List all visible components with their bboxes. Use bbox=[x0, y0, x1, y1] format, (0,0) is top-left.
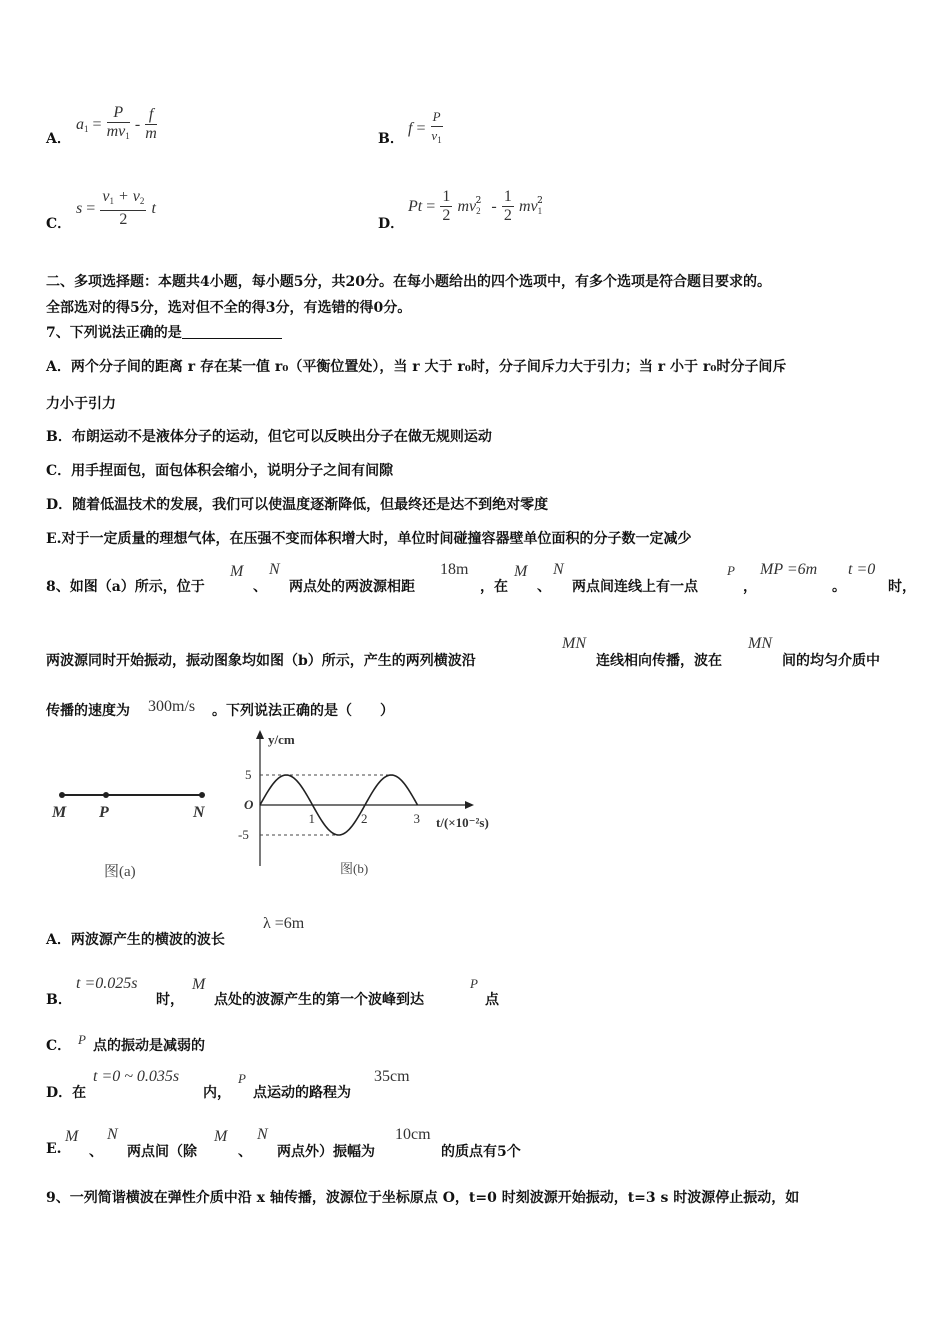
origin-label: O bbox=[244, 797, 254, 812]
q8-l1-P: P bbox=[727, 563, 735, 578]
q6-option-a-label: A． bbox=[46, 131, 71, 147]
q8-opt-d-label: D．在 bbox=[46, 1085, 87, 1101]
q6-option-b-label: B． bbox=[378, 131, 404, 147]
y-tick-pos: 5 bbox=[245, 767, 252, 782]
q8-l1-N: N bbox=[269, 561, 280, 578]
q8-l2-t2: 连线相向传播，波在 bbox=[596, 653, 722, 669]
answer-blank bbox=[182, 324, 282, 339]
q8-l1-M: M bbox=[230, 563, 244, 580]
q8-opt-b-P: P bbox=[470, 976, 478, 991]
q8-opt-e-N2: N bbox=[257, 1126, 268, 1143]
figure-b bbox=[230, 728, 520, 892]
q8-l3-speed: 300m/s bbox=[148, 698, 196, 715]
q8-l1-t9: 时， bbox=[888, 579, 916, 595]
x-tick-1: 1 bbox=[308, 811, 315, 826]
q6-option-a-formula: $a_1$ = $\frac{P}{mv_1}$ - $\frac{f}{m}$ bbox=[76, 104, 157, 142]
q8-opt-e-t5: 的质点有5个 bbox=[441, 1144, 521, 1160]
q8-opt-e-M2: M bbox=[214, 1128, 228, 1145]
q8-opt-d-t2: 点运动的路程为 bbox=[253, 1085, 351, 1101]
q8-opt-b-t1: 时， bbox=[156, 992, 184, 1008]
q7-stem bbox=[46, 322, 282, 342]
q7-stem-text: 7、下列说法正确的是 bbox=[46, 325, 182, 341]
q8-l1-N2: N bbox=[553, 561, 564, 578]
y-tick-neg: -5 bbox=[238, 827, 249, 842]
q6-option-b-formula: f = $\frac{P}{v_1}$ bbox=[408, 109, 442, 145]
point-p bbox=[103, 792, 109, 798]
q8-l1-t2: 、 bbox=[253, 579, 267, 595]
q6-option-c-formula: s = $\frac{v_1 + v_2}{2}$ t bbox=[76, 188, 156, 228]
q6-option-d-formula: Pt = $\frac{1}{2}$ $mv_2^2$ - $\frac{1}{2}$ $mv_1^2$ bbox=[408, 188, 543, 224]
label-p: P bbox=[99, 804, 109, 821]
q8-opt-b-label: B． bbox=[46, 992, 72, 1008]
q8-l2-t3: 间的均匀介质中 bbox=[782, 653, 880, 669]
q8-l1-t4: ，在 bbox=[480, 579, 508, 595]
q8-opt-d-val: 35cm bbox=[374, 1068, 410, 1085]
q8-opt-e-t3: 、 bbox=[238, 1144, 252, 1160]
q8-opt-b-t2: 点处的波源产生的第一个波峰到达 bbox=[214, 992, 424, 1008]
q8-l1-t8: 。 bbox=[832, 579, 846, 595]
section2-header-line2: 全部选对的得5分，选对但不全的得3分，有选错的得0分。 bbox=[46, 300, 412, 316]
q8-l1-t3: 两点处的两波源相距 bbox=[289, 579, 415, 595]
q8-l1-t5: 、 bbox=[537, 579, 551, 595]
q8-opt-b-t3: 点 bbox=[485, 992, 499, 1008]
q9-text: 9、一列简谐横波在弹性介质中沿 x 轴传播，波源位于坐标原点 O，t=0 时刻波源开始振动，t=3 s 时波源停止振动，如 bbox=[46, 1190, 800, 1206]
q8-l1-t0: t =0 bbox=[848, 561, 876, 578]
q8-opt-d-P: P bbox=[238, 1071, 246, 1086]
q8-l2-t1: 两波源同时开始振动，振动图象均如图（b）所示，产生的两列横波沿 bbox=[46, 653, 476, 669]
q8-l1-t6: 两点间连线上有一点 bbox=[572, 579, 698, 595]
x-axis-label: t/(×10⁻²s) bbox=[436, 815, 489, 830]
q8-l3-t1: 传播的速度为 bbox=[46, 703, 130, 719]
label-n: N bbox=[193, 804, 205, 821]
q8-opt-a-text: A．两波源产生的横波的波长 bbox=[46, 932, 225, 948]
q8-opt-e-label: E. bbox=[46, 1141, 62, 1157]
q8-l2-MN2: MN bbox=[748, 635, 772, 652]
q8-opt-b-math: t =0.025s bbox=[76, 975, 138, 992]
x-tick-3: 3 bbox=[413, 811, 420, 826]
figure-a bbox=[40, 770, 240, 894]
q8-opt-b-M: M bbox=[192, 976, 206, 993]
q8-l1-t7: ， bbox=[743, 579, 757, 595]
q8-opt-c-P: P bbox=[78, 1032, 86, 1047]
q6-option-d-label: D． bbox=[378, 216, 405, 232]
q7-option-a-line1: A．两个分子间的距离 r 存在某一值 r₀（平衡位置处），当 r 大于 r₀时，分子间斥力大于引力；当 r 小于 r₀时分子间斥 bbox=[46, 359, 787, 375]
x-tick-2: 2 bbox=[361, 811, 368, 826]
section2-header-line1: 二、多项选择题：本题共4小题，每小题5分，共20分。在每小题给出的四个选项中，有多个选项是符合题目要求的。 bbox=[46, 274, 771, 290]
q8-opt-e-N: N bbox=[107, 1126, 118, 1143]
q7-option-b: B．布朗运动不是液体分子的运动，但它可以反映出分子在做无规则运动 bbox=[46, 429, 492, 445]
q8-opt-e-t2: 两点间（除 bbox=[127, 1144, 197, 1160]
q8-opt-e-t1: 、 bbox=[89, 1144, 103, 1160]
q8-opt-a-math: λ =6m bbox=[263, 915, 305, 932]
q8-l1-dist: 18m bbox=[440, 561, 469, 578]
q7-option-d: D．随着低温技术的发展，我们可以使温度逐渐降低，但最终还是达不到绝对零度 bbox=[46, 497, 549, 513]
q8-l2-MN: MN bbox=[562, 635, 586, 652]
q6-option-c-label: C． bbox=[46, 216, 72, 232]
q8-opt-e-M: M bbox=[65, 1128, 79, 1145]
point-n bbox=[199, 792, 205, 798]
q7-option-e: E.对于一定质量的理想气体，在压强不变而体积增大时，单位时间碰撞容器壁单位面积的分子数一定减少 bbox=[46, 531, 692, 547]
q8-opt-e-val: 10cm bbox=[395, 1126, 431, 1143]
q8-opt-c-label: C． bbox=[46, 1038, 72, 1054]
q8-opt-c-text: 点的振动是减弱的 bbox=[93, 1038, 205, 1054]
q8-l1-t1: 8、如图（a）所示，位于 bbox=[46, 579, 205, 595]
point-m bbox=[59, 792, 65, 798]
x-axis-arrow bbox=[465, 801, 474, 809]
q8-opt-e-t4: 两点外）振幅为 bbox=[277, 1144, 375, 1160]
q8-l1-mp: MP =6m bbox=[760, 561, 818, 578]
caption-b: 图(b) bbox=[340, 861, 369, 876]
label-m: M bbox=[52, 804, 67, 821]
q8-l3-t2: 。下列说法正确的是（ ） bbox=[212, 703, 394, 719]
caption-a: 图(a) bbox=[104, 864, 136, 880]
q8-l1-M2: M bbox=[514, 563, 528, 580]
y-axis-arrow bbox=[256, 730, 264, 739]
q8-opt-d-t1: 内， bbox=[203, 1085, 231, 1101]
y-axis-label: y/cm bbox=[268, 732, 295, 747]
q7-option-a-line2: 力小于引力 bbox=[46, 396, 116, 412]
q7-option-c: C．用手捏面包，面包体积会缩小，说明分子之间有间隙 bbox=[46, 463, 394, 479]
q8-opt-d-math: t =0 ~ 0.035s bbox=[93, 1068, 180, 1085]
